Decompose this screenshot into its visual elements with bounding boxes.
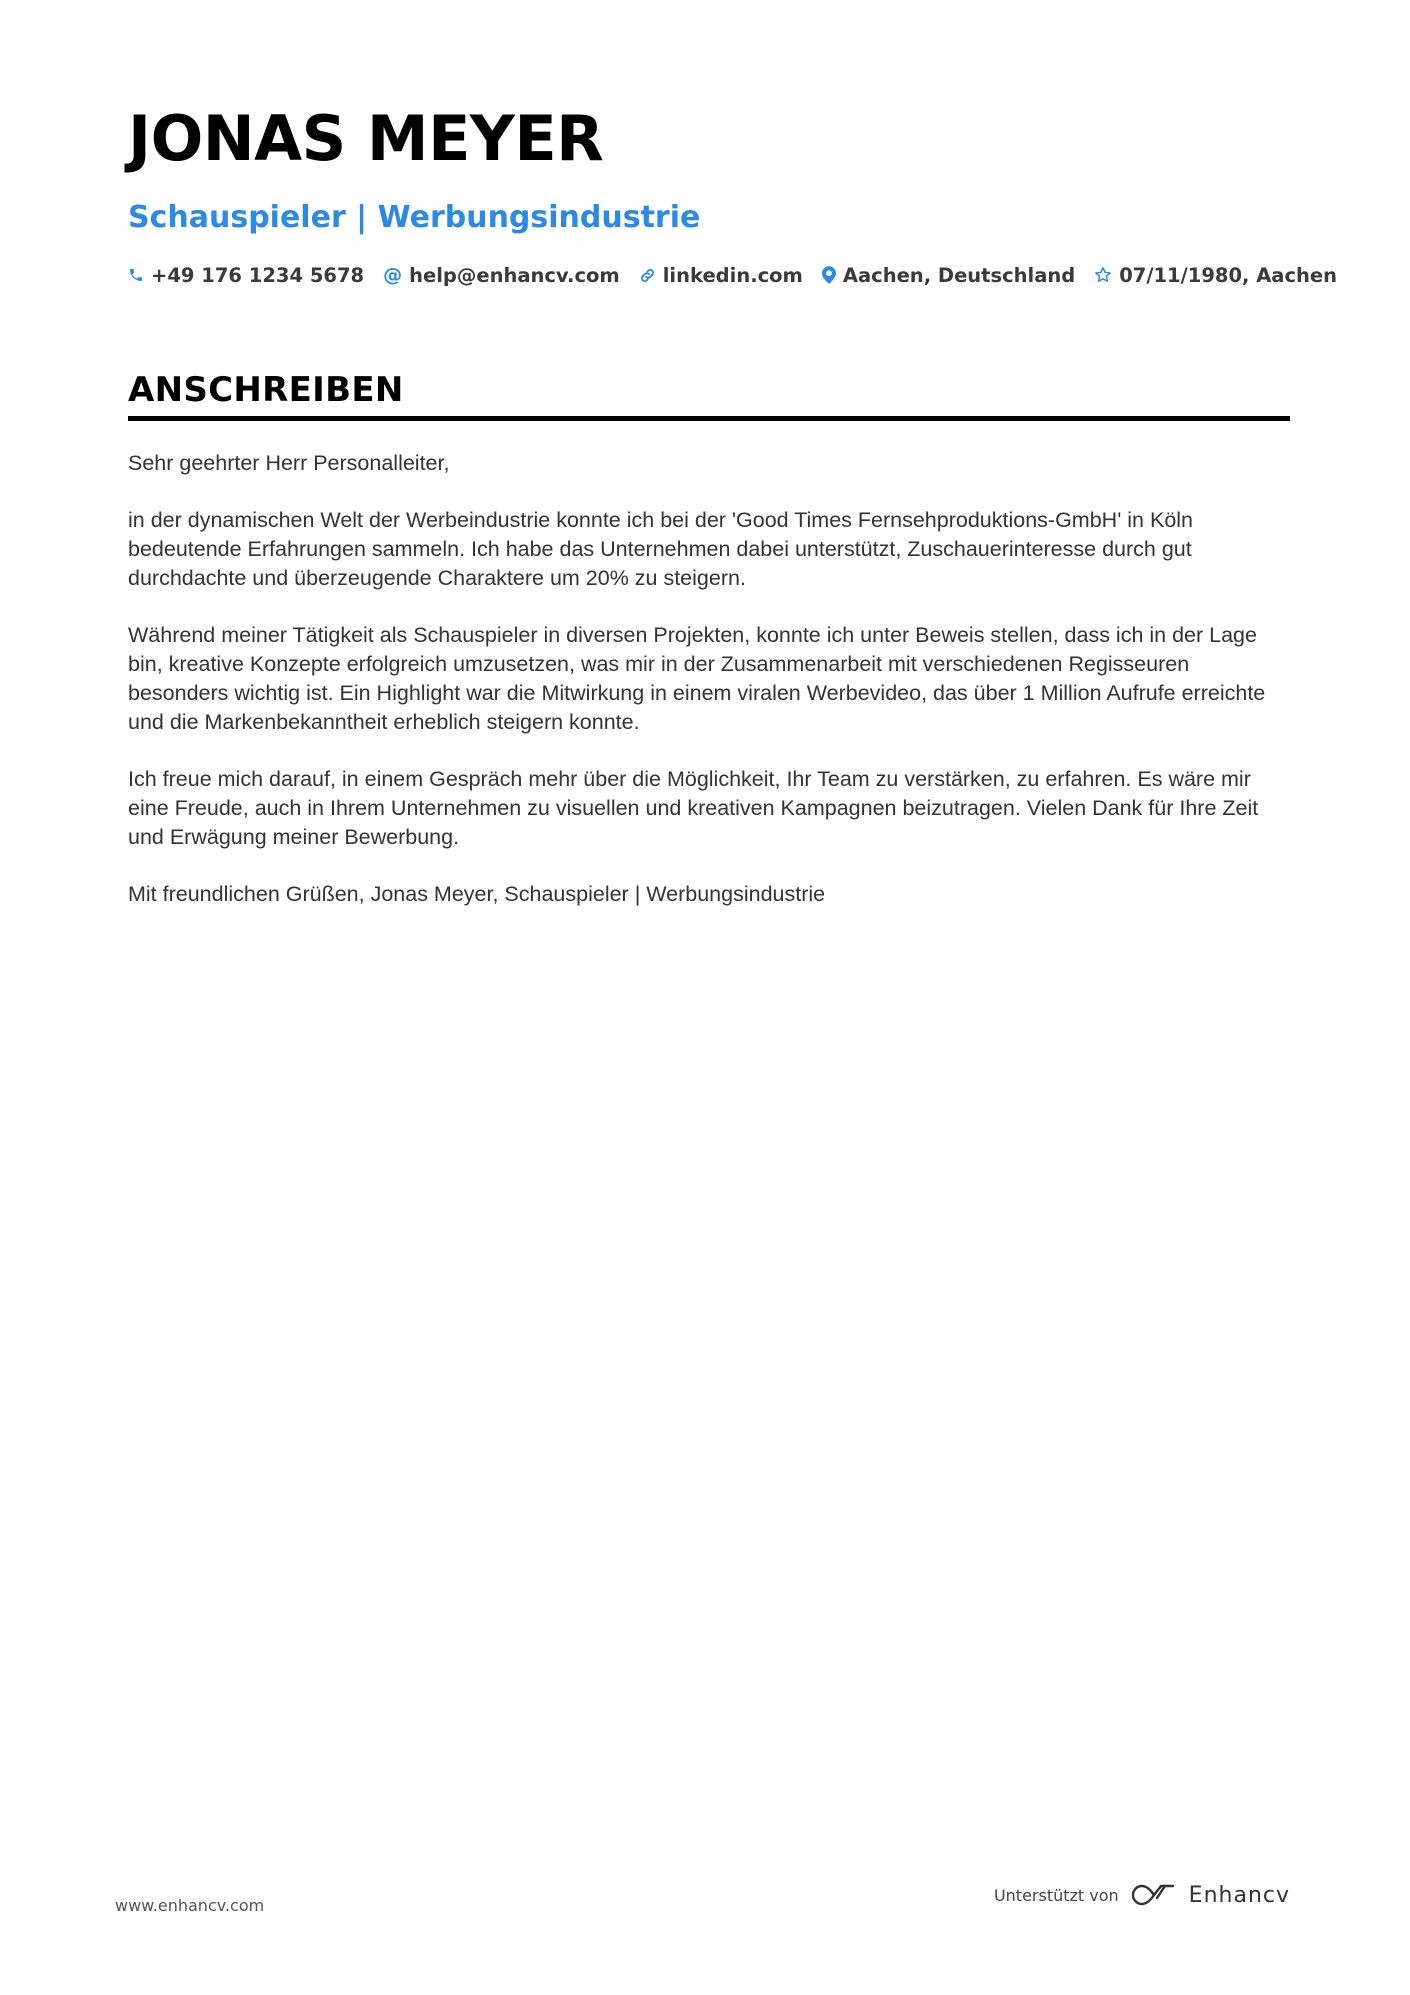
- letter-salutation: Sehr geehrter Herr Personalleiter,: [128, 451, 450, 475]
- cover-letter-page: [128, 102, 1338, 937]
- powered-by-label: Unterstützt von: [993, 1885, 1119, 1905]
- letter-paragraph: Ich freue mich darauf, in einem Gespräch mehr über die Möglichkeit, Ihr Team zu verstärken, zu erfahren. Es wäre mir eine Freude, auch in Ihrem Unternehmen zu visuellen und kreativen Kampagnen beizutragen. Vielen Dank für Ihre Zeit und Erwägung meiner Bewerbung.: [128, 767, 1259, 849]
- linkedin-text: linkedin.com: [662, 263, 803, 287]
- location-text: Aachen, Deutschland: [842, 263, 1076, 287]
- section-divider: [128, 416, 1290, 421]
- contact-bar: [128, 260, 1338, 290]
- phone-text: +49 176 1234 5678: [151, 263, 365, 287]
- candidate-title: Schauspieler | Werbungsindustrie: [128, 200, 701, 235]
- contact-phone[interactable]: [128, 264, 364, 287]
- contact-email[interactable]: [383, 264, 620, 287]
- footer-branding[interactable]: [994, 1882, 1290, 1908]
- candidate-name: JONAS MEYER: [128, 102, 604, 175]
- contact-birth: [1094, 264, 1337, 287]
- email-text: help@enhancv.com: [409, 263, 620, 287]
- birth-text: 07/11/1980, Aachen: [1119, 263, 1338, 287]
- footer-website[interactable]: www.enhancv.com: [115, 1896, 265, 1915]
- map-pin-icon: [822, 266, 836, 284]
- contact-linkedin[interactable]: [639, 264, 803, 287]
- letter-paragraph: Während meiner Tätigkeit als Schauspieler in diversen Projekten, konnte ich unter Beweis stellen, dass ich in der Lage bin, kreative Konzepte erfolgreich umzusetzen, was mir in der Zusammenarbeit mit verschiedenen Regisseuren besonders wichtig ist. Ein Highlight war die Mitwirkung in einem viralen Werbevideo, das über 1 Million Aufrufe erreichte und die Markenbekanntheit erheblich steigern konnte.: [128, 623, 1266, 734]
- contact-location: [822, 264, 1075, 287]
- section-title: ANSCHREIBEN: [128, 370, 404, 410]
- letter-body: [128, 449, 1290, 909]
- brand-name: Enhancv: [1188, 1882, 1290, 1908]
- letter-closing: Mit freundlichen Grüßen, Jonas Meyer, Schauspieler | Werbungsindustrie: [128, 882, 826, 906]
- infinity-logo: [1131, 1882, 1177, 1908]
- link-icon: [639, 267, 656, 284]
- at-icon: @: [383, 264, 403, 286]
- star-icon: [1094, 266, 1112, 284]
- letter-paragraph: in der dynamischen Welt der Werbeindustrie konnte ich bei der 'Good Times Fernsehproduktions-GmbH' in Köln bedeutende Erfahrungen sammeln. Ich habe das Unternehmen dabei unterstützt, Zuschauerinteresse durch gut durchdachte und überzeugende Charaktere um 20% zu steigern.: [128, 508, 1194, 590]
- phone-icon: [128, 267, 144, 283]
